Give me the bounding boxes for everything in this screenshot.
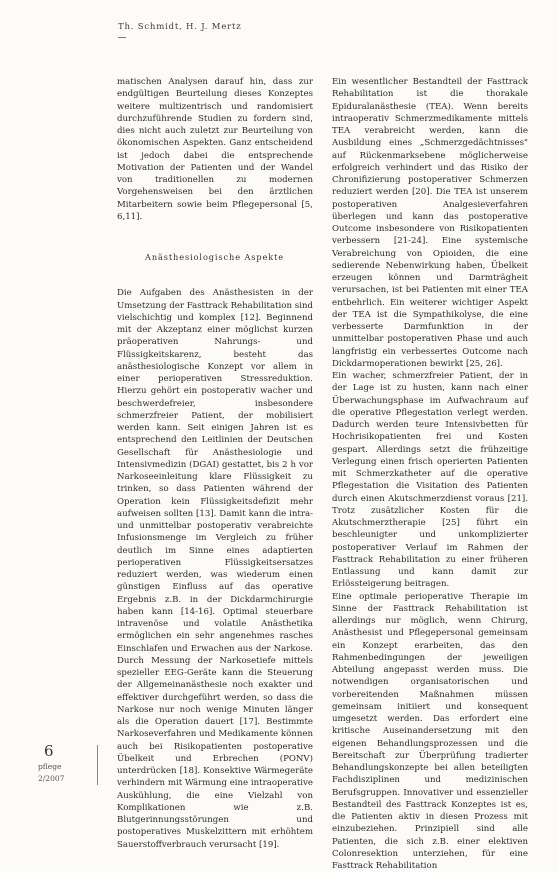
right-paragraph-1: Ein wesentlicher Bestandteil der Fasttrack Rehabilitation ist die thorakale Epiduralanästhesie (TEA). Wenn bereits intraoperativ Schmerzmedikamente mittels TEA verabreicht werden, kann die Ausbildung eines „Schmerzgedächtnisses" auf Rückenmarksebene möglicherweise erfolgreich verhindert und das Risiko der Chronifizierung postoperativer Schmerzen reduziert werden [20]. Die TEA ist unserem postoperativen Analgesieverfahren überlegen und kann das postoperative Outcome insbesondere von Risikopatienten verbessern [21-24]. Eine systemische Verabreichung von Opioiden, die eine sedierende Nebenwirkung haben, Übelkeit erzeugen können und Darmträgheit verursachen, ist bei Patienten mit einer TEA entbehrlich. Ein weiterer wichtiger Aspekt der TEA ist die Sympathikolyse, die eine verbesserte Darmfunktion in der unmittelbar postoperativen Phase und auch langfristig ein verbessertes Outcome nach Dickdarmoperationen bewirkt [25, 26]. [332,76,528,370]
journal-name: pflege [38,762,61,771]
right-paragraph-2: Ein wacher, schmerzfreier Patient, der in der Lage ist zu husten, kann nach einer Überwachungsphase im Aufwachraum auf die operative Pflegestation verlegt werden. Dadurch werden teure Intensivbetten für Hochrisikopatienten frei und Kosten gespart. Allerdings setzt die frühzeitige Verlegung einen frisch operierten Patienten mit Schmerzkatheter auf die operative Pflegestation die Visitation des Patienten durch einen Akutschmerzdienst voraus [21]. Trotz zusätzlicher Kosten für die Akutschmerztherapie [25] führt ein beschleunigter und unkomplizierter postoperativer Verlauf im Rahmen der Fasttrack Rehabilitation zu einer früheren Entlassung und kann damit zur Erlössteigerung beitragen. [332,370,528,591]
right-column [332,76,528,872]
journal-issue: 2/2007 [38,774,64,783]
header-rule [118,37,126,38]
right-paragraph-3: Eine optimale perioperative Therapie im Sinne der Fasttrack Rehabilitation ist allerdings nur möglich, wenn Chirurg, Anästhesist und Pflegepersonal gemeinsam ein Konzept erarbeiten, das den Rahmenbedingungen der jeweiligen Abteilung angepasst werden muss. Die notwendigen organisatorischen und vorbereitenden Maßnahmen müssen gemeinsam initiiert und konsequent umgesetzt werden. Das erfordert eine kritische Auseinandersetzung mit den eigenen Behandlungsprozessen und die Bereitschaft zur Überprüfung tradierter Behandlungskonzepte bei allen beteiligten Fachdisziplinen und medizinischen Berufsgruppen. Innovativer und essenzieller Bestandteil des Fasttrack Konzeptes ist es, die Patienten aktiv in diesen Prozess mit einzubeziehen. Prinzipiell sind alle Patienten, die sich z.B. einer elektiven Colonresektion unterziehen, für eine Fasttrack Rehabilitation [332,591,528,872]
running-head: Th. Schmidt, H. J. Mertz [118,22,242,32]
section-title: Anästhesiologische Aspekte [145,251,313,263]
left-column [117,76,313,851]
left-paragraph-1: matischen Analysen darauf hin, dass zur endgültigen Beurteilung dieses Konzeptes weitere multizentrisch und randomisiert durchzuführende Studien zu fordern sind, dies nicht auch zuletzt zur Beurteilung von ökonomischen Aspekten. Ganz entscheidend ist jedoch dabei die entsprechende Motivation der Patienten und der Wandel von traditionellen zu modernen Vorgehensweisen bei den ärztlichen Mitarbeitern sowie beim Pflegepersonal [5, 6,11]. [117,76,313,223]
left-paragraph-2: Die Aufgaben des Anästhesisten in der Umsetzung der Fasttrack Rehabilitation sind vielschichtig und komplex [12]. Beginnend mit der Akzeptanz einer möglichst kurzen präoperativen Nahrungs- und Flüssigkeitskarenz, besteht das anästhesiologische Konzept vor allem in einer perioperativen Stressreduktion. Hierzu gehört ein postoperativ wacher und beschwerdefreier, insbesondere schmerzfreier Patient, der mobilisiert werden kann. Seit einigen Jahren ist es entsprechend den Leitlinien der Deutschen Gesellschaft für Anästhesiologie und Intensivmedizin (DGAI) gestattet, bis 2 h vor Narkoseeinleitung klare Flüssigkeit zu trinken, so dass Patienten während der Operation kein Flüssigkeitsdefizit mehr aufweisen sollten [13]. Damit kann die intra- und unmittelbar postoperativ verabreichte Infusionsmenge im Vergleich zu früher deutlich im Sinne eines adaptierten perioperativen Flüssigkeitsersatzes reduziert werden, was wiederum einen günstigen Einfluss auf das operative Ergebnis z.B. in der Dickdarmchirurgie haben kann [14-16]. Optimal steuerbare intravenöse und volatile Anästhetika ermöglichen ein sehr angenehmes rasches Einschlafen und Erwachen aus der Narkose. Durch Messung der Narkosetiefe mittels spezieller EEG-Geräte kann die Steuerung der Allgemeinanästhesie noch exakter und effektiver durchgeführt werden, so dass die Narkose nur noch wenige Minuten länger als die Operation dauert [17]. Bestimmte Narkoseverfahren und Medikamente können auch bei Risikopatienten postoperative Übelkeit und Erbrechen (PONV) unterdrücken [18]. Konsektive Wärmegeräte verhindern mit Wärmung eine intraoperative Auskühlung, die eine Vielzahl von Komplikationen wie z.B. Blutgerinnungsstörungen und postoperatives Muskelzittern mit erhöhtem Sauerstoffverbrauch verursacht [19]. [117,287,313,851]
margin-rule [97,745,98,785]
page-number: 6 [44,742,54,760]
